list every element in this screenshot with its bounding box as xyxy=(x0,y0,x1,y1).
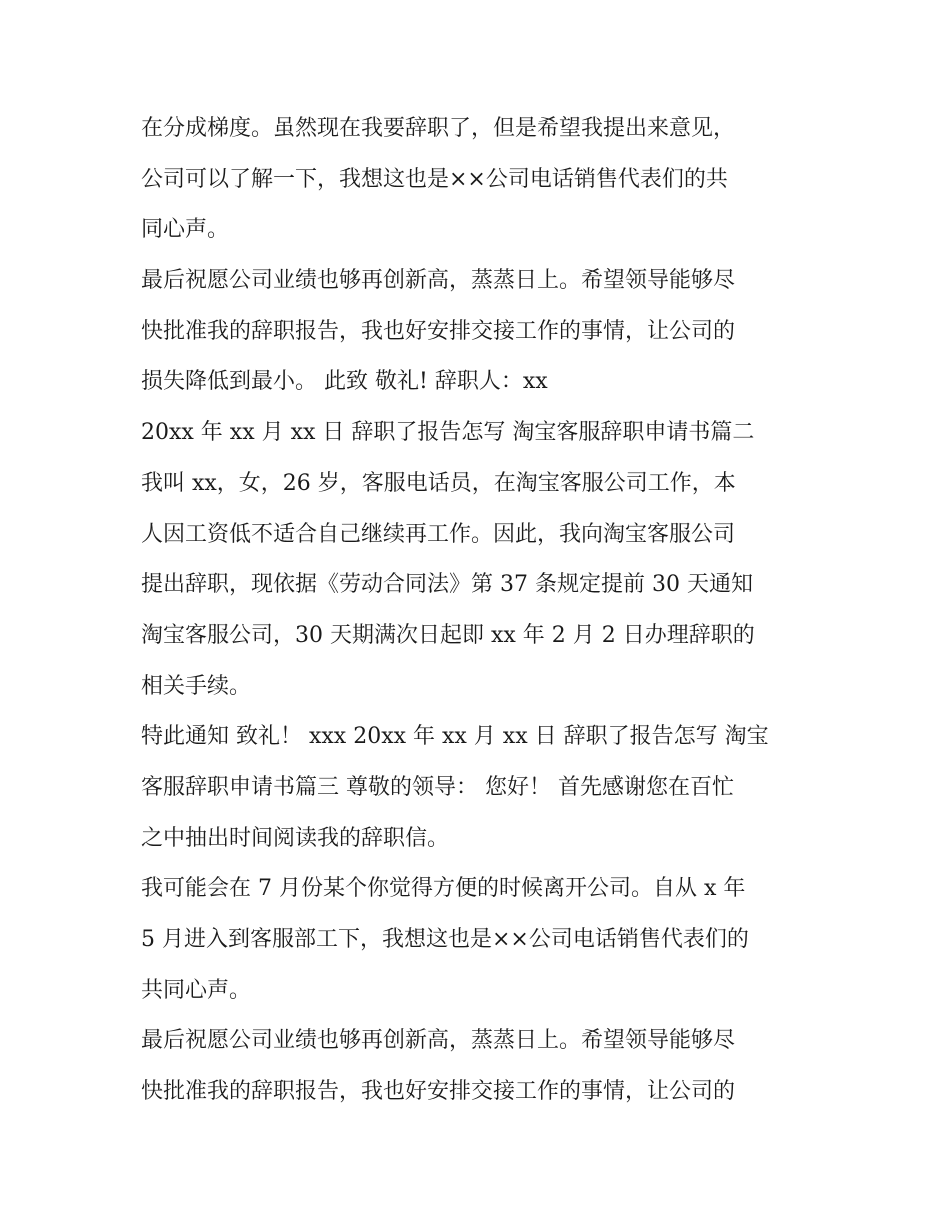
text-line: 相关手续。 xyxy=(141,673,252,699)
text-line: 公司可以了解一下，我想这也是××公司电话销售代表们的共 xyxy=(141,166,728,192)
text-line: 淘宝客服公司，30 天期满次日起即 xx 年 2 月 2 日办理辞职的 xyxy=(141,622,755,648)
text-line: 客服辞职申请书篇三 尊敬的领导： 您好！ 首先感谢您在百忙 xyxy=(141,774,734,800)
text-line: 共同心声。 xyxy=(141,977,252,1003)
text-line: 人因工资低不适合自己继续再工作。因此，我向淘宝客服公司 xyxy=(141,521,736,547)
text-line: 最后祝愿公司业绩也够再创新高，蒸蒸日上。希望领导能够尽 xyxy=(141,1028,736,1054)
text-line: 提出辞职，现依据《劳动合同法》第 37 条规定提前 30 天通知 xyxy=(141,572,753,598)
text-line: 之中抽出时间阅读我的辞职信。 xyxy=(141,825,450,851)
text-line: 在分成梯度。虽然现在我要辞职了，但是希望我提出来意见， xyxy=(141,116,736,141)
text-line: 我叫 xx，女，26 岁，客服电话员，在淘宝客服公司工作，本 xyxy=(141,470,736,496)
text-line: 20xx 年 xx 月 xx 日 辞职了报告怎写 淘宝客服辞职申请书篇二 xyxy=(141,420,755,446)
text-line: 特此通知 致礼！ xxx 20xx 年 xx 月 xx 日 辞职了报告怎写 淘宝 xyxy=(141,724,769,750)
text-line: 同心声。 xyxy=(141,217,230,243)
text-line: 我可能会在 7 月份某个你觉得方便的时候离开公司。自从 x 年 xyxy=(141,876,746,902)
text-line: 5 月进入到客服部工下，我想这也是××公司电话销售代表们的 xyxy=(141,927,749,952)
text-line: 最后祝愿公司业绩也够再创新高，蒸蒸日上。希望领导能够尽 xyxy=(141,268,736,294)
text-line: 损失降低到最小。 此致 敬礼! 辞职人：xx xyxy=(141,369,548,395)
text-line: 快批准我的辞职报告，我也好安排交接工作的事情，让公司的 xyxy=(141,318,736,344)
text-line: 快批准我的辞职报告，我也好安排交接工作的事情，让公司的 xyxy=(141,1079,736,1105)
document-body xyxy=(141,104,821,1118)
